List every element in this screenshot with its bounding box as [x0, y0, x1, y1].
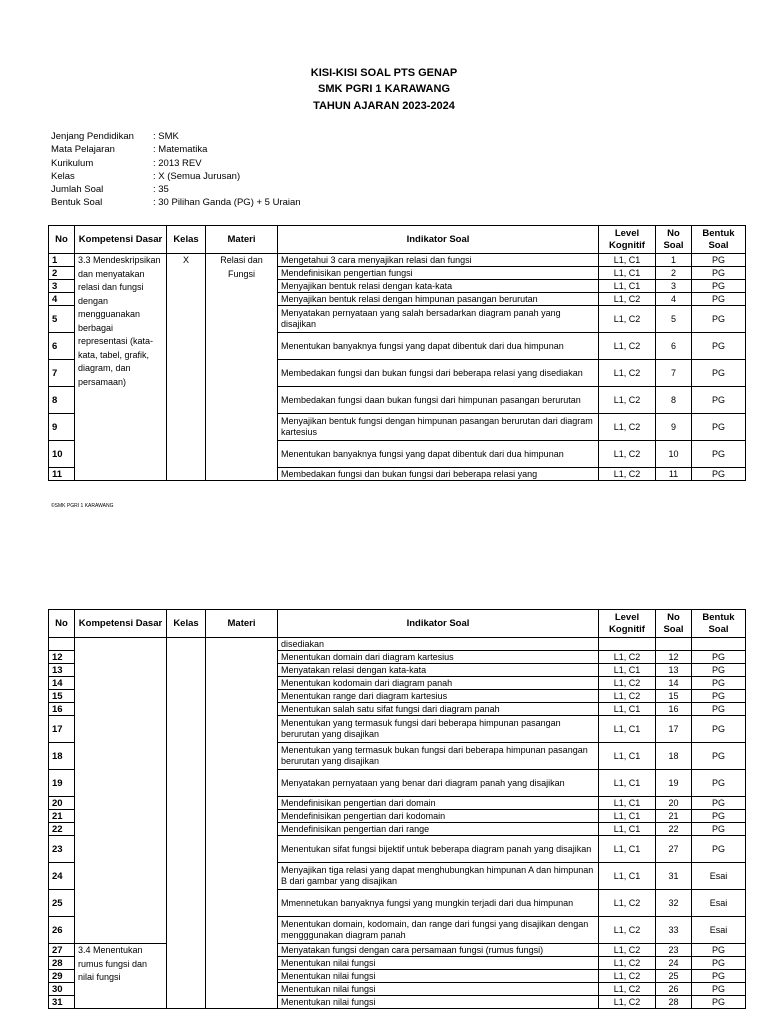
no-soal-cell: 18	[656, 743, 692, 770]
indikator-cell: Mendefinisikan pengertian dari range	[278, 823, 599, 836]
col-header-materi: Materi	[206, 226, 278, 254]
meta-value: : SMK	[153, 131, 179, 142]
row-number: 19	[49, 770, 75, 797]
indikator-cell: Mendefinisikan pengertian fungsi	[278, 267, 599, 280]
no-soal-cell: 21	[656, 810, 692, 823]
no-soal-cell: 3	[656, 280, 692, 293]
no-soal-cell: 31	[656, 863, 692, 890]
level-cell: L1, C1	[599, 267, 656, 280]
level-cell: L1, C1	[599, 716, 656, 743]
level-cell: L1, C2	[599, 306, 656, 333]
meta-label: Bentuk Soal	[51, 197, 103, 209]
row-number	[49, 638, 75, 651]
indikator-cell: Menentukan domain dari diagram kartesius	[278, 651, 599, 664]
meta-row	[51, 143, 301, 156]
indikator-cell: Menentukan range dari diagram kartesius	[278, 690, 599, 703]
meta-value: : 35	[153, 184, 169, 196]
indikator-cell: Menyajikan bentuk fungsi dengan himpunan pasangan berurutan dari diagram kartesius	[278, 414, 599, 441]
no-soal-cell: 12	[656, 651, 692, 664]
no-soal-cell: 25	[656, 970, 692, 983]
col-header-level: Level Kognitif	[599, 226, 656, 254]
no-soal-cell: 24	[656, 957, 692, 970]
indikator-cell: Mendefinisikan pengertian dari domain	[278, 797, 599, 810]
bentuk-cell: PG	[692, 823, 746, 836]
no-soal-cell: 11	[656, 468, 692, 481]
level-cell: L1, C1	[599, 863, 656, 890]
level-cell: L1, C2	[599, 690, 656, 703]
table-row-continuation	[49, 638, 746, 651]
col-header-bentuk: Bentuk Soal	[692, 226, 746, 254]
row-number: 8	[49, 387, 75, 414]
meta-value: : Matematika	[153, 144, 208, 156]
row-number: 18	[49, 743, 75, 770]
row-number: 1	[49, 254, 75, 267]
meta-label: Kelas	[51, 170, 75, 182]
level-cell: L1, C2	[599, 890, 656, 917]
level-cell: L1, C2	[599, 651, 656, 664]
no-soal-cell: 26	[656, 983, 692, 996]
no-soal-cell: 23	[656, 944, 692, 957]
footer-copyright: ©SMK PGRI 1 KARAWANG	[51, 503, 114, 509]
meta-row	[51, 130, 301, 143]
level-cell: L1, C2	[599, 944, 656, 957]
meta-row	[51, 196, 301, 209]
no-soal-cell: 7	[656, 360, 692, 387]
level-cell: L1, C2	[599, 293, 656, 306]
bentuk-cell: PG	[692, 664, 746, 677]
level-cell: L1, C2	[599, 468, 656, 481]
indikator-cell: Menentukan nilai fungsi	[278, 983, 599, 996]
no-soal-cell: 2	[656, 267, 692, 280]
no-soal-cell: 17	[656, 716, 692, 743]
row-number: 2	[49, 267, 75, 280]
no-soal-cell: 27	[656, 836, 692, 863]
no-soal-cell: 28	[656, 996, 692, 1009]
meta-value: : 2013 REV	[153, 157, 202, 169]
level-cell: L1, C2	[599, 983, 656, 996]
col-header-kelas: Kelas	[167, 610, 206, 638]
bentuk-cell: PG	[692, 333, 746, 360]
kelas-cell	[167, 638, 206, 1009]
indikator-cell: Menyatakan pernyataan yang benar dari diagram panah yang disajikan	[278, 770, 599, 797]
row-number: 28	[49, 957, 75, 970]
meta-row	[51, 183, 301, 196]
bentuk-cell: PG	[692, 306, 746, 333]
col-header-bentuk: Bentuk Soal	[692, 610, 746, 638]
indikator-cell: Menentukan yang termasuk bukan fungsi dari beberapa himpunan pasangan berurutan yang disajikan	[278, 743, 599, 770]
bentuk-cell: PG	[692, 797, 746, 810]
materi-cell: Relasi dan Fungsi	[206, 254, 278, 481]
meta-row	[51, 170, 301, 183]
col-header-no: No	[49, 610, 75, 638]
row-number: 23	[49, 836, 75, 863]
level-cell: L1, C2	[599, 441, 656, 468]
bentuk-cell: PG	[692, 651, 746, 664]
kisi-table-page-1	[48, 225, 746, 481]
no-soal-cell: 32	[656, 890, 692, 917]
level-cell: L1, C1	[599, 810, 656, 823]
no-soal-cell	[656, 638, 692, 651]
indikator-cell: Menyatakan fungsi dengan cara persamaan fungsi (rumus fungsi)	[278, 944, 599, 957]
level-cell: L1, C1	[599, 797, 656, 810]
no-soal-cell: 5	[656, 306, 692, 333]
row-number: 7	[49, 360, 75, 387]
level-cell: L1, C2	[599, 677, 656, 690]
bentuk-cell: PG	[692, 280, 746, 293]
level-cell: L1, C2	[599, 957, 656, 970]
indikator-cell: Menyajikan bentuk relasi dengan kata-kata	[278, 280, 599, 293]
bentuk-cell: PG	[692, 743, 746, 770]
level-cell: L1, C2	[599, 333, 656, 360]
row-number: 3	[49, 280, 75, 293]
indikator-cell: Menyatakan relasi dengan kata-kata	[278, 664, 599, 677]
meta-label: Jenjang Pendidikan	[51, 131, 134, 142]
level-cell: L1, C2	[599, 414, 656, 441]
bentuk-cell: PG	[692, 970, 746, 983]
no-soal-cell: 10	[656, 441, 692, 468]
level-cell: L1, C1	[599, 770, 656, 797]
kompetensi-dasar-cell: 3.3 Mendeskripsikan dan menyatakan relasi dan fungsi dengan mengguanakan berbagai representasi (kata-kata, tabel, grafik, diagram, dan persamaan)	[75, 254, 167, 481]
doc-title-3: TAHUN AJARAN 2023-2024	[313, 100, 455, 112]
row-number: 24	[49, 863, 75, 890]
level-cell: L1, C1	[599, 743, 656, 770]
row-number: 30	[49, 983, 75, 996]
no-soal-cell: 19	[656, 770, 692, 797]
table-row	[49, 254, 746, 267]
no-soal-cell: 4	[656, 293, 692, 306]
meta-value: : X (Semua Jurusan)	[153, 170, 241, 182]
meta-value: : 30 Pilihan Ganda (PG) + 5 Uraian	[153, 197, 301, 209]
bentuk-cell: Esai	[692, 863, 746, 890]
indikator-cell: Membedakan fungsi daan bukan fungsi dari himpunan pasangan berurutan	[278, 387, 599, 414]
indikator-cell: Menentukan banyaknya fungsi yang dapat dibentuk dari dua himpunan	[278, 333, 599, 360]
bentuk-cell: PG	[692, 690, 746, 703]
indikator-cell: Menentukan nilai fungsi	[278, 957, 599, 970]
meta-label: Jumlah Soal	[51, 184, 104, 196]
meta-row	[51, 157, 301, 170]
row-number: 9	[49, 414, 75, 441]
bentuk-cell: PG	[692, 677, 746, 690]
indikator-cell: Menyajikan bentuk relasi dengan himpunan pasangan berurutan	[278, 293, 599, 306]
bentuk-cell: PG	[692, 703, 746, 716]
table-row	[49, 944, 746, 957]
no-soal-cell: 14	[656, 677, 692, 690]
col-header-materi: Materi	[206, 610, 278, 638]
indikator-cell: Mmennetukan banyaknya fungsi yang mungkin terjadi dari dua himpunan	[278, 890, 599, 917]
indikator-cell: Membedakan fungsi dan bukan fungsi dari beberapa relasi yang disediakan	[278, 360, 599, 387]
level-cell: L1, C1	[599, 254, 656, 267]
no-soal-cell: 8	[656, 387, 692, 414]
indikator-cell: Menentukan nilai fungsi	[278, 996, 599, 1009]
col-header-kd: Kompetensi Dasar	[75, 610, 167, 638]
materi-cell	[206, 638, 278, 1009]
row-number: 17	[49, 716, 75, 743]
indikator-cell: Menyajikan tiga relasi yang dapat menghubungkan himpunan A dan himpunan B dari gambar yang disajikan	[278, 863, 599, 890]
table-header-row	[49, 226, 746, 254]
bentuk-cell: PG	[692, 387, 746, 414]
col-header-indikator: Indikator Soal	[278, 226, 599, 254]
meta-block	[51, 130, 301, 210]
indikator-cell: Membedakan fungsi dan bukan fungsi dari beberapa relasi yang	[278, 468, 599, 481]
col-header-kd: Kompetensi Dasar	[75, 226, 167, 254]
no-soal-cell: 20	[656, 797, 692, 810]
bentuk-cell: PG	[692, 944, 746, 957]
row-number: 10	[49, 441, 75, 468]
no-soal-cell: 33	[656, 917, 692, 944]
bentuk-cell: PG	[692, 468, 746, 481]
level-cell: L1, C1	[599, 703, 656, 716]
no-soal-cell: 16	[656, 703, 692, 716]
bentuk-cell: PG	[692, 716, 746, 743]
meta-label: Kurikulum	[51, 157, 94, 169]
row-number: 14	[49, 677, 75, 690]
kelas-cell: X	[167, 254, 206, 481]
level-cell: L1, C1	[599, 823, 656, 836]
no-soal-cell: 22	[656, 823, 692, 836]
no-soal-cell: 15	[656, 690, 692, 703]
kisi-table-page-2	[48, 609, 746, 1009]
indikator-cell: Menentukan yang termasuk fungsi dari beberapa himpunan pasangan berurutan yang disajikan	[278, 716, 599, 743]
bentuk-cell: PG	[692, 267, 746, 280]
row-number: 25	[49, 890, 75, 917]
row-number: 22	[49, 823, 75, 836]
kompetensi-dasar-cell	[75, 638, 167, 944]
bentuk-cell: PG	[692, 360, 746, 387]
indikator-cell: Mengetahui 3 cara menyajikan relasi dan fungsi	[278, 254, 599, 267]
indikator-cell: Menentukan salah satu sifat fungsi dari diagram panah	[278, 703, 599, 716]
indikator-cell: Menentukan kodomain dari diagram panah	[278, 677, 599, 690]
col-header-kelas: Kelas	[167, 226, 206, 254]
level-cell: L1, C1	[599, 280, 656, 293]
no-soal-cell: 9	[656, 414, 692, 441]
row-number: 13	[49, 664, 75, 677]
row-number: 31	[49, 996, 75, 1009]
bentuk-cell: PG	[692, 414, 746, 441]
level-cell: L1, C2	[599, 996, 656, 1009]
row-number: 5	[49, 306, 75, 333]
indikator-cell: disediakan	[278, 638, 599, 651]
bentuk-cell: PG	[692, 810, 746, 823]
bentuk-cell: PG	[692, 957, 746, 970]
row-number: 15	[49, 690, 75, 703]
row-number: 11	[49, 468, 75, 481]
doc-title-1: KISI-KISI SOAL PTS GENAP	[310, 67, 458, 79]
row-number: 16	[49, 703, 75, 716]
bentuk-cell	[692, 638, 746, 651]
table-header-row	[49, 610, 746, 638]
no-soal-cell: 1	[656, 254, 692, 267]
kompetensi-dasar-cell: 3.4 Menentukan rumus fungsi dan nilai fungsi	[75, 944, 167, 1009]
row-number: 6	[49, 333, 75, 360]
indikator-cell: Menyatakan pernyataan yang salah bersadarkan diagram panah yang disajikan	[278, 306, 599, 333]
indikator-cell: Mendefinisikan pengertian dari kodomain	[278, 810, 599, 823]
indikator-cell: Menentukan sifat fungsi bijektif untuk beberapa diagram panah yang disajikan	[278, 836, 599, 863]
row-number: 21	[49, 810, 75, 823]
level-cell: L1, C1	[599, 664, 656, 677]
col-header-no-soal: No Soal	[656, 226, 692, 254]
row-number: 4	[49, 293, 75, 306]
bentuk-cell: PG	[692, 983, 746, 996]
bentuk-cell: Esai	[692, 890, 746, 917]
col-header-level: Level Kognitif	[599, 610, 656, 638]
bentuk-cell: Esai	[692, 917, 746, 944]
level-cell: L1, C1	[599, 836, 656, 863]
level-cell: L1, C2	[599, 970, 656, 983]
level-cell: L1, C2	[599, 917, 656, 944]
bentuk-cell: PG	[692, 770, 746, 797]
meta-label: Mata Pelajaran	[51, 144, 115, 156]
level-cell	[599, 638, 656, 651]
no-soal-cell: 13	[656, 664, 692, 677]
indikator-cell: Menentukan domain, kodomain, dan range dari fungsi yang disajikan dengan mengggunakan diagram panah	[278, 917, 599, 944]
row-number: 20	[49, 797, 75, 810]
col-header-no-soal: No Soal	[656, 610, 692, 638]
row-number: 27	[49, 944, 75, 957]
row-number: 12	[49, 651, 75, 664]
no-soal-cell: 6	[656, 333, 692, 360]
bentuk-cell: PG	[692, 996, 746, 1009]
row-number: 29	[49, 970, 75, 983]
level-cell: L1, C2	[599, 360, 656, 387]
bentuk-cell: PG	[692, 254, 746, 267]
indikator-cell: Menentukan nilai fungsi	[278, 970, 599, 983]
col-header-indikator: Indikator Soal	[278, 610, 599, 638]
bentuk-cell: PG	[692, 836, 746, 863]
level-cell: L1, C2	[599, 387, 656, 414]
bentuk-cell: PG	[692, 293, 746, 306]
doc-title-2: SMK PGRI 1 KARAWANG	[317, 83, 450, 95]
indikator-cell: Menentukan banyaknya fungsi yang dapat dibentuk dari dua himpunan	[278, 441, 599, 468]
bentuk-cell: PG	[692, 441, 746, 468]
row-number: 26	[49, 917, 75, 944]
col-header-no: No	[49, 226, 75, 254]
